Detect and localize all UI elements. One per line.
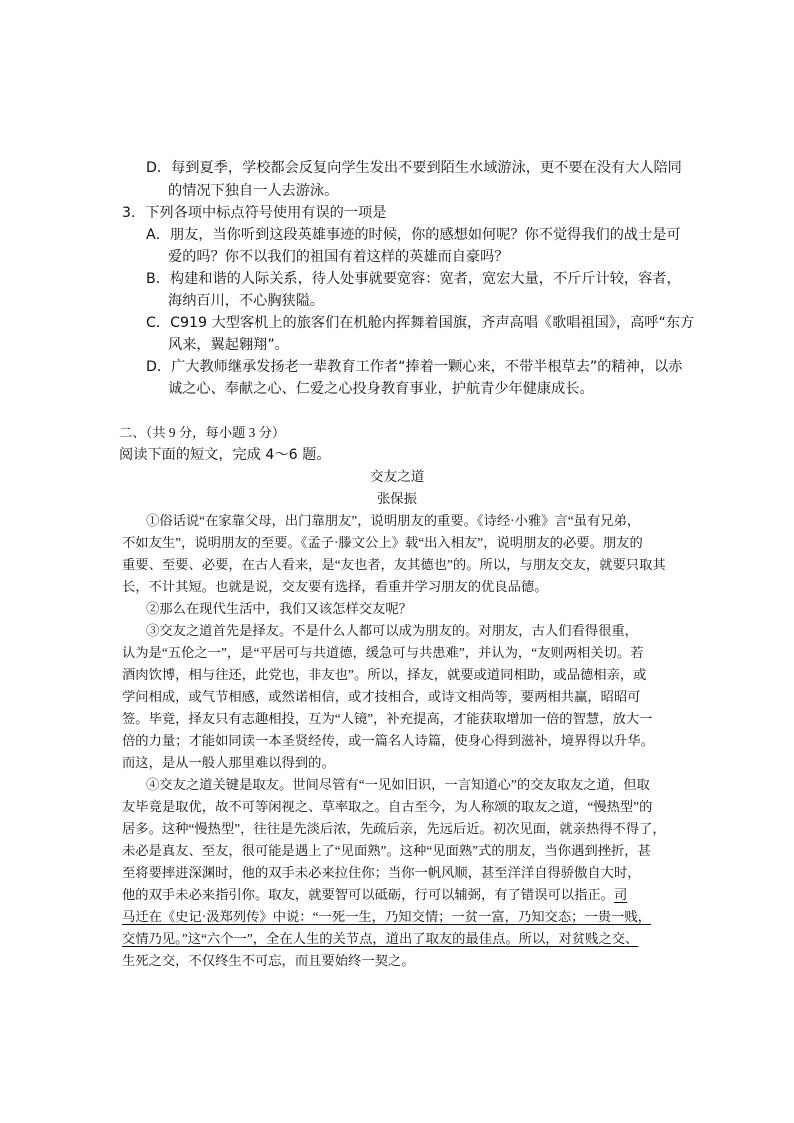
section-heading: 二、（共 9 分，每小题 3 分）	[119, 425, 286, 440]
article-line: 重要、至要、必要，在古人看来，是“友也者，友其德也”的。所以，与朋友交友，就要只取其	[122, 557, 666, 572]
article-line	[122, 885, 627, 905]
article-line: 长，不计其短。也就是说，交友要有选择，看重并学习朋友的优良品德。	[122, 579, 548, 594]
article-line: 友毕竟是取优，故不可等闲视之、草率取之。自古至今，为人称颂的取友之道，“慢热型”的	[122, 799, 653, 814]
q3-option-a-line1: A．朋友，当你听到这段英雄事迹的时候，你的感想如何呢？你不觉得我们的战士是可	[146, 227, 681, 243]
q2-option-d-line1: D．每到夏季，学校都会反复向学生发出不要到陌生水域游泳，更不要在没有大人陪同	[146, 160, 682, 176]
article-line: 认为是“五伦之一”，是“平居可与共道德，缓急可与共患难”，并认为，“友则两相关切。若	[122, 645, 644, 660]
article-line: 生死之交，不仅终生不可忘，而且要始终一契之。	[122, 953, 415, 968]
article-line: 签。毕竟，择友只有志趣相投，互为“人镜”，补充提高，才能获取增加一倍的智慧，放大一	[122, 711, 653, 726]
section-instruction: 阅读下面的短文，完成 4～6 题。	[119, 447, 331, 463]
article-line: 学问相成，或气节相感，或然诺相信，或才技相合，或诗文相尚等，要两相共赢，昭昭可	[122, 689, 641, 704]
q3-option-c-line1: C．C919 大型客机上的旅客们在机舱内挥舞着国旗，齐声高唱《歌唱祖国》，高呼“东方	[146, 315, 695, 331]
article-line: ③交友之道首先是择友。不是什么人都可以成为朋友的。对朋友，古人们看得很重，	[146, 623, 638, 638]
q2-option-d-line2: 的情况下独自一人去游泳。	[168, 183, 339, 199]
article-line: 至将要摔进深渊时，他的双手未必来拉住你；当你一帆风顺，甚至洋洋自得骄傲自大时，	[122, 865, 641, 880]
q3-stem: 3．下列各项中标点符号使用有误的一项是	[122, 205, 387, 221]
underlined-text: 司	[613, 887, 628, 902]
article-line: 不如友生”，说明朋友的至要。《孟子·滕文公上》载“出入相友”，说明朋友的必要。朋友的	[122, 535, 643, 550]
article-line: 居多。这种“慢热型”，往往是先淡后浓，先疏后亲，先远后近。初次见面，就亲热得不得了，	[122, 821, 666, 836]
underlined-quote-line: 马迁在《史记·汲郑列传》中说：“一死一生，乃知交情；一贫一富，乃知交态；一贵一贱，	[122, 909, 651, 924]
underlined-text: 交情乃见。”这“六个一”，全在人生的关节点，道出了取友的最佳点。所以，对贫贱之交、	[122, 931, 639, 946]
article-title: 交友之道	[370, 469, 425, 485]
article-line: 未必是真友、至友，很可能是遇上了“见面熟”。这种“见面熟”式的朋友，当你遇到挫折，甚	[122, 843, 651, 858]
q3-option-d-line2: 诚之心、奉献之心、仁爱之心投身教育事业，护航青少年健康成长。	[168, 381, 594, 397]
q3-option-c-line2: 风来，翼起翱翔”。	[168, 337, 289, 353]
article-line: 酒肉饮博，相与往还，此党也，非友也”。所以，择友，就要或道同相助，或品德相亲，或	[122, 667, 647, 682]
article-line: ④交友之道关键是取友。世间尽管有“一见如旧识，一言知道心”的交友取友之道，但取	[146, 777, 650, 792]
q3-option-b-line1: B．构建和谐的人际关系，待人处事就要宽容：宽者，宽宏大量，不斤斤计较，容者，	[146, 271, 681, 287]
q3-option-d-line1: D．广大教师继承发扬老一辈教育工作者“捧着一颗心来，不带半根草去”的精神，以赤	[146, 359, 683, 375]
q3-option-a-line2: 爱的吗？你不以我们的祖国有着这样的英雄而自豪吗？	[168, 249, 509, 265]
q3-option-b-line2: 海纳百川，不心胸狭隘。	[168, 293, 325, 309]
article-line-text: 他的双手未必来指引你。取友，就要智可以砥砺，行可以辅弼，有了错误可以指正。	[122, 887, 614, 902]
article-line: ①俗话说“在家靠父母，出门靠朋友”，说明朋友的重要。《诗经·小雅》言“虽有兄弟，	[146, 513, 641, 528]
article-line: 而这，是从一般人那里难以得到的。	[122, 755, 335, 770]
article-line	[122, 929, 638, 949]
article-author: 张保振	[377, 491, 417, 506]
article-line: ②那么在现代生活中，我们又该怎样交友呢？	[146, 601, 412, 616]
article-line: 倍的力量；才能如同读一本圣贤经传，或一篇名人诗篇，使身心得到滋补，境界得以升华。	[122, 733, 654, 748]
